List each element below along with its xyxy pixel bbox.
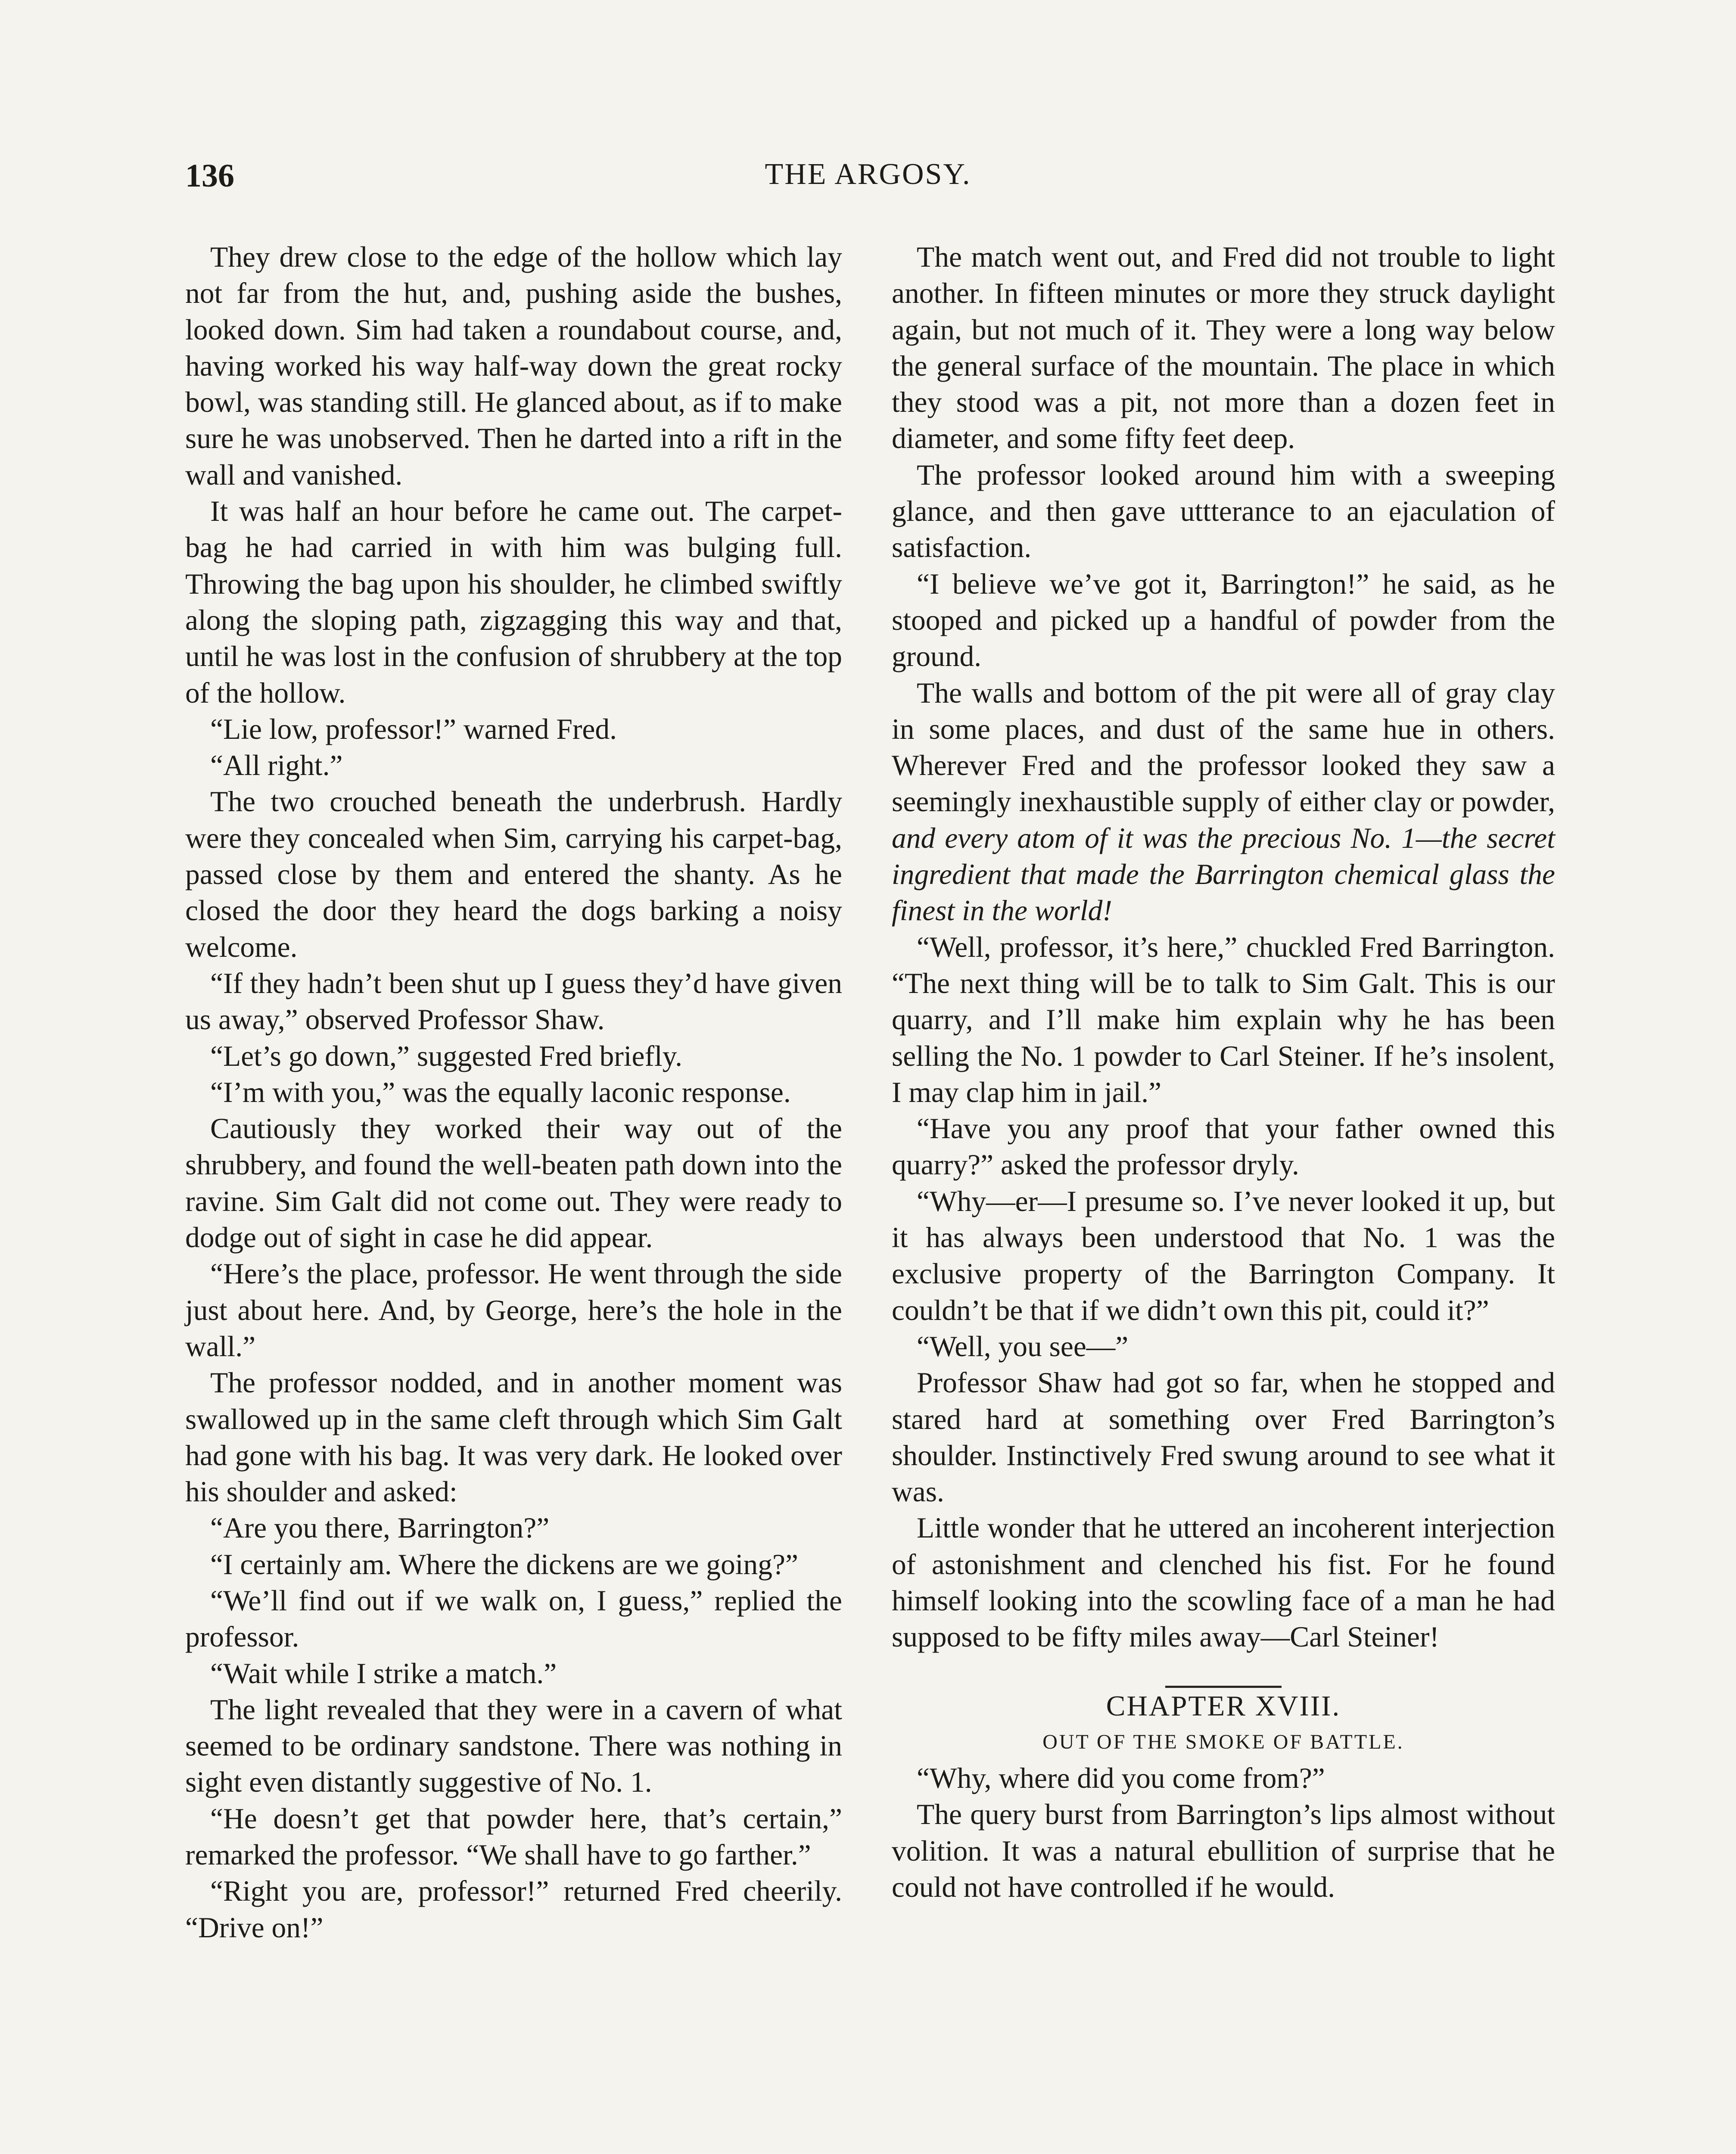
- paragraph: “Lie low, professor!” warned Fred.: [210, 713, 617, 745]
- paragraph-gray-clay: [892, 675, 1555, 929]
- paragraph: “We’ll find out if we walk on, I guess,” replied the professor.: [185, 1584, 842, 1653]
- paragraph: The two crouched beneath the underbrush. Hardly were they concealed when Sim, carrying his carpet-bag, passed close by them and entered the shanty. As he closed the door they heard the dogs barking a noisy welcome.: [185, 785, 842, 963]
- right-column: [892, 239, 1555, 1905]
- chapter-subtitle: OUT OF THE SMOKE OF BATTLE.: [1042, 1730, 1404, 1753]
- chapter-heading: CHAPTER XVIII.: [1106, 1690, 1341, 1722]
- paragraph: “Well, you see—”: [917, 1330, 1129, 1363]
- left-column: [185, 239, 842, 1946]
- paragraph: “Are you there, Barrington?”: [210, 1512, 550, 1544]
- paragraph: The professor nodded, and in another moment was swallowed up in the same cleft through which Sim Galt had gone with his bag. It was very dark. He looked over his shoulder and asked:: [185, 1366, 842, 1508]
- paragraph: “I certainly am. Where the dickens are we going?”: [210, 1548, 798, 1581]
- paragraph: Cautiously they worked their way out of the shrubbery, and found the well-beaten path down into the ravine. Sim Galt did not come out. They were ready to dodge out of sight in case he did appear.: [185, 1112, 842, 1254]
- paragraph-lead: The walls and bottom of the pit were all of gray clay in some places, and dust of the same hue in others. Wherever Fred and the professor looked they saw a seemingly inexhaustible supply of either clay or powder,: [892, 676, 1555, 818]
- paragraph: “Here’s the place, professor. He went through the side just about here. And, by George, here’s the hole in the wall.”: [185, 1258, 842, 1363]
- paragraph: “I’m with you,” was the equally laconic response.: [210, 1076, 791, 1108]
- paragraph: “If they hadn’t been shut up I guess they’d have given us away,” observed Professor Shaw.: [185, 967, 842, 1036]
- running-title: THE ARGOSY.: [765, 158, 971, 191]
- paragraph: Professor Shaw had got so far, when he stopped and stared hard at something over Fred Barrington’s shoulder. Instinctively Fred swung around to see what it was.: [892, 1366, 1555, 1508]
- paragraph: The professor looked around him with a sweeping glance, and then gave uttterance to an ejaculation of satisfaction.: [892, 458, 1555, 564]
- page-number: 136: [185, 158, 234, 194]
- paragraph: “Right you are, professor!” returned Fred cheerily. “Drive on!”: [185, 1875, 842, 1944]
- italic-passage: and every atom of it was the precious No. 1—the secret ingredient that made the Barrington chemical glass the finest in the world!: [892, 822, 1555, 927]
- page-header: [185, 157, 1551, 200]
- paragraph: “Let’s go down,” suggested Fred briefly.: [210, 1040, 682, 1072]
- paragraph: The query burst from Barrington’s lips almost without volition. It was a natural ebullition of surprise that he could not have controlled if he would.: [892, 1798, 1555, 1904]
- paragraph: They drew close to the edge of the hollow which lay not far from the hut, and, pushing aside the bushes, looked down. Sim had taken a roundabout course, and, having worked his way half-way down the great rocky bowl, was standing still. He glanced about, as if to make sure he was unobserved. Then he darted into a rift in the wall and vanished.: [185, 241, 842, 491]
- paragraph: Little wonder that he uttered an incoherent interjection of astonishment and clenched his fist. For he found himself looking into the scowling face of a man he had supposed to be fifty miles away—Carl Steiner!: [892, 1512, 1555, 1653]
- paragraph: “Well, professor, it’s here,” chuckled Fred Barrington. “The next thing will be to talk to Sim Galt. This is our quarry, and I’ll make him explain why he has been selling the No. 1 powder to Carl Steiner. If he’s insolent, I may clap him in jail.”: [892, 931, 1555, 1108]
- paragraph: The match went out, and Fred did not trouble to light another. In fifteen minutes or more they struck daylight again, but not much of it. They were a long way below the general surface of the mountain. The place in which they stood was a pit, not more than a dozen feet in diameter, and some fifty feet deep.: [892, 241, 1555, 455]
- paragraph: “Why—er—I presume so. I’ve never looked it up, but it has always been understood that No. 1 was the exclusive property of the Barrington Company. It couldn’t be that if we didn’t own this pit, could it?”: [892, 1185, 1555, 1326]
- paragraph: “Why, where did you come from?”: [917, 1762, 1325, 1795]
- paragraph: It was half an hour before he came out. The carpet-bag he had carried in with him was bulging full. Throwing the bag upon his shoulder, he climbed swiftly along the sloping path, zigzagging this way and that, until he was lost in the confusion of shrubbery at the top of the hollow.: [185, 495, 842, 709]
- paragraph: The light revealed that they were in a cavern of what seemed to be ordinary sandstone. There was nothing in sight even distantly suggestive of No. 1.: [185, 1693, 842, 1799]
- paragraph: “He doesn’t get that powder here, that’s certain,” remarked the professor. “We shall have to go farther.”: [185, 1802, 842, 1871]
- paragraph: “Have you any proof that your father owned this quarry?” asked the professor dryly.: [892, 1112, 1555, 1181]
- paragraph: “I believe we’ve got it, Barrington!” he said, as he stooped and picked up a handful of powder from the ground.: [892, 567, 1555, 673]
- paragraph: “All right.”: [210, 749, 343, 782]
- paragraph: “Wait while I strike a match.”: [210, 1657, 557, 1690]
